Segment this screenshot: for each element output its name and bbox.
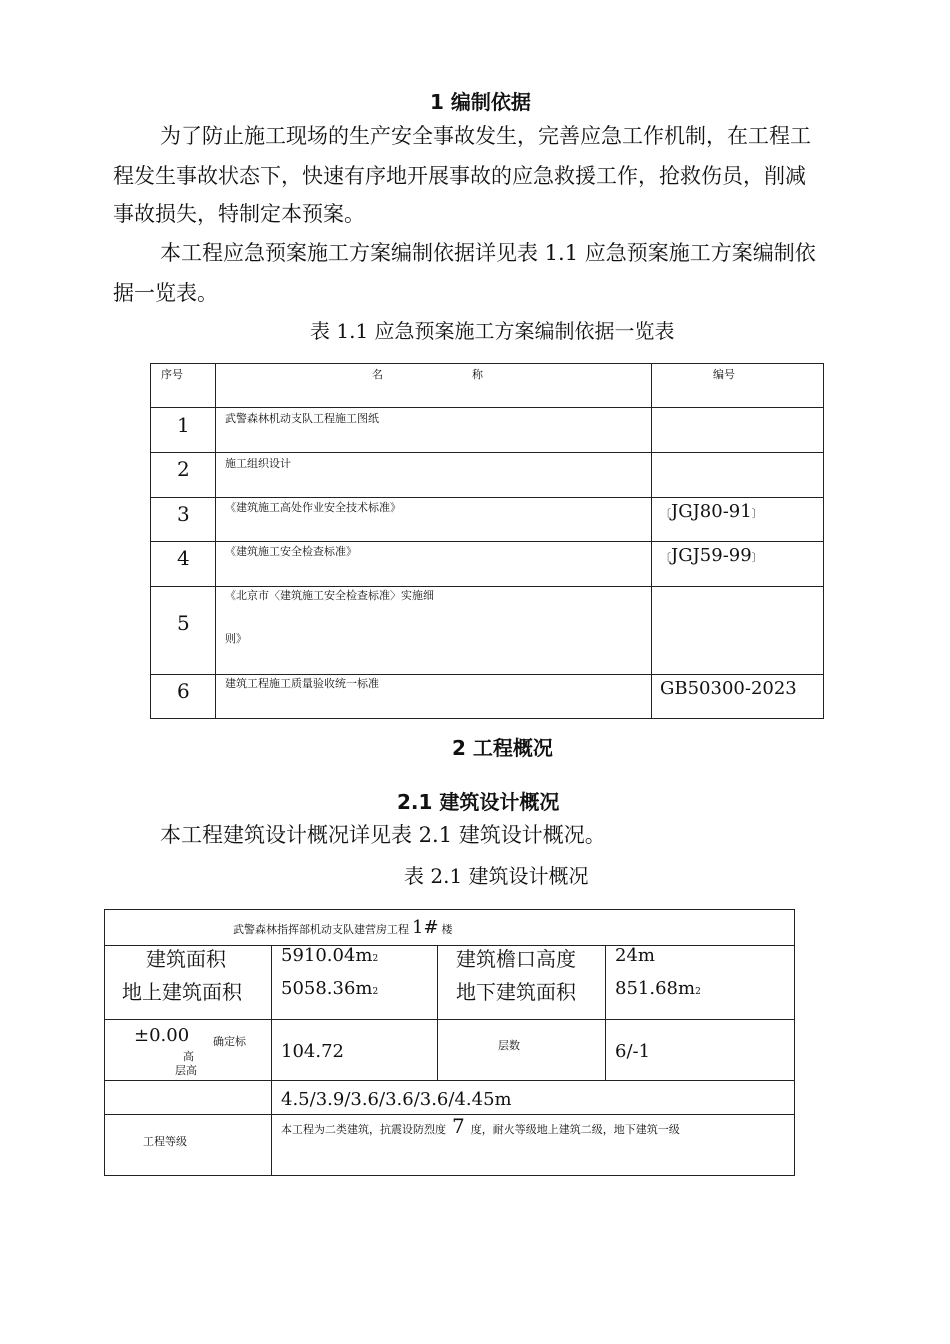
above-ground-value: 5058.36m2 [281, 978, 379, 999]
row-seq: 4 [177, 546, 190, 570]
para2-line2: 据一览表。 [113, 281, 218, 305]
table-2-caption: 表 2.1 建筑设计概况 [404, 864, 589, 888]
para2-line1: 本工程应急预案施工方案编制依据详见表 1.1 应急预案施工方案编制依 [160, 241, 816, 265]
eave-label: 建筑檐口高度 [456, 947, 576, 971]
floors-value: 6/-1 [615, 1041, 651, 1062]
row-name: 武警森林机动支队工程施工图纸 [225, 412, 379, 425]
floor-height-label: 层高 [175, 1064, 197, 1077]
row-code: GB50300-2023 [660, 678, 797, 699]
below-ground-value: 851.68m2 [615, 978, 701, 999]
area-label: 建筑面积 [146, 947, 226, 971]
zero-elevation-label: ±0.00 [134, 1025, 190, 1046]
row-seq: 2 [177, 457, 190, 481]
row-code: 〔JGJ80-91〕 [660, 501, 763, 522]
floors-label: 层数 [498, 1039, 520, 1052]
area-value: 5910.04m2 [281, 945, 379, 966]
col-header-name-a: 名 [372, 368, 383, 381]
row-code: 〔JGJ59-99〕 [660, 545, 763, 566]
section-2-1-heading: 2.1 建筑设计概况 [397, 790, 560, 814]
para1-line3: 事故损失，特制定本预案。 [113, 202, 365, 226]
col-header-seq: 序号 [161, 368, 183, 381]
row-name: 《北京市〈建筑施工安全检查标准〉实施细 [225, 589, 434, 602]
eave-value: 24m [615, 945, 655, 966]
zero-elevation-label-c: 高 [183, 1050, 194, 1063]
row-name: 《建筑施工高处作业安全技术标准》 [225, 501, 401, 514]
para1-line1: 为了防止施工现场的生产安全事故发生，完善应急工作机制，在工程工 [160, 124, 811, 148]
project-title: 武警森林指挥部机动支队建营房工程 1# 楼 [233, 917, 453, 938]
above-ground-label: 地上建筑面积 [122, 980, 242, 1004]
row-name-cont: 则》 [225, 632, 247, 645]
row-name: 《建筑施工安全检查标准》 [225, 545, 357, 558]
section-1-heading: 1 编制依据 [430, 90, 531, 114]
section-2-heading: 2 工程概况 [452, 736, 553, 760]
floor-heights-value: 4.5/3.9/3.6/3.6/3.6/4.45m [281, 1089, 512, 1110]
row-seq: 3 [177, 502, 190, 526]
below-ground-label: 地下建筑面积 [456, 980, 576, 1004]
col-header-name-b: 称 [472, 368, 483, 381]
section-2-para: 本工程建筑设计概况详见表 2.1 建筑设计概况。 [160, 823, 606, 847]
table-1-caption: 表 1.1 应急预案施工方案编制依据一览表 [310, 319, 675, 343]
row-name: 建筑工程施工质量验收统一标准 [225, 677, 379, 690]
para1-line2: 程发生事故状态下，快速有序地开展事故的应急救援工作，抢救伤员，削减 [113, 164, 806, 188]
row-seq: 5 [177, 611, 190, 635]
grade-label: 工程等级 [143, 1135, 187, 1148]
row-name: 施工组织设计 [225, 457, 291, 470]
row-seq: 1 [177, 413, 190, 437]
col-header-code: 编号 [713, 368, 735, 381]
row-seq: 6 [177, 679, 190, 703]
zero-elevation-label-b: 确定标 [213, 1035, 246, 1048]
zero-elevation-value: 104.72 [281, 1041, 344, 1062]
grade-text: 本工程为二类建筑，抗震设防烈度 7 度，耐火等级地上建筑二级，地下建筑一级 [281, 1114, 680, 1138]
